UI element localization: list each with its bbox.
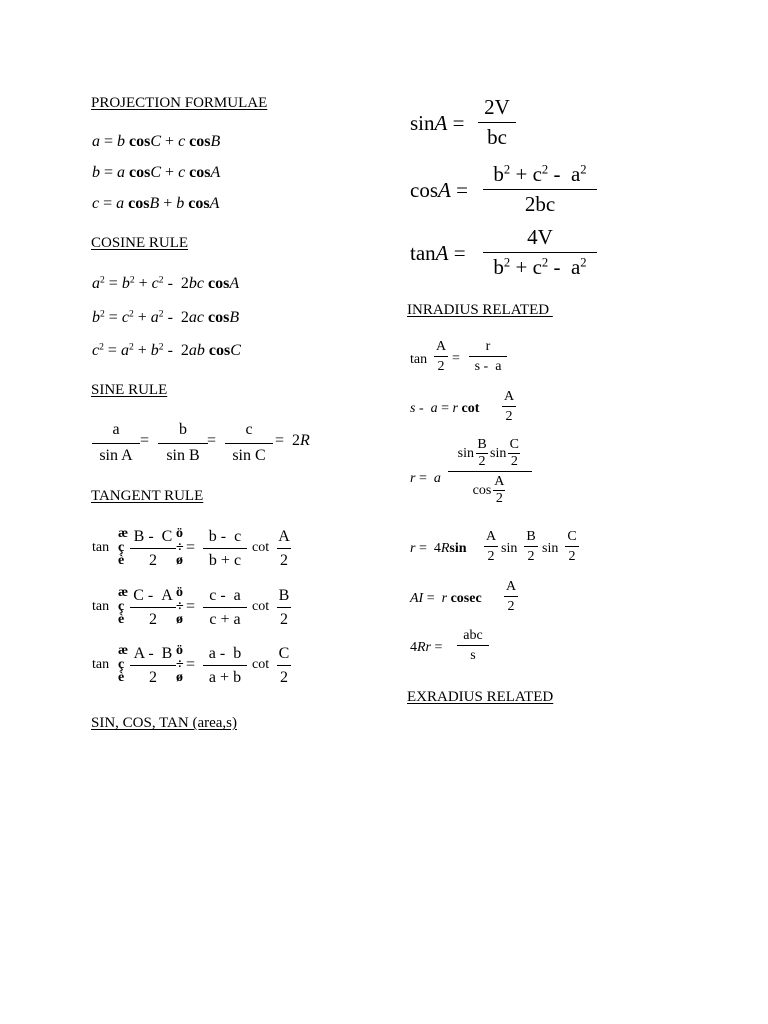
bracket-glyph: ç (118, 599, 125, 614)
cosine-rule-c: $c^2 = a^2 + b^2 - 2ab$ cosC (92, 341, 241, 359)
area-symbol: V (494, 95, 510, 119)
heading-sin-cos-tan-area: SIN, COS, TAN (area,s) (91, 715, 238, 731)
bracket-glyph: æ (118, 585, 129, 600)
bracket-glyph: ÷ (176, 599, 184, 614)
cosine-rule-a: $a^2 = b^2 + c^2 - 2bc$ cosA (92, 274, 240, 292)
bracket-glyph: ø (176, 670, 183, 685)
projection-formula-a: a = b cosC + c cosB (92, 133, 221, 150)
bracket-glyph: ö (176, 643, 183, 658)
bracket-glyph: ø (176, 612, 183, 627)
heading-exradius-related: EXRADIUS RELATED (407, 689, 554, 705)
heading-sine-rule: SINE RULE (91, 382, 168, 398)
bracket-glyph: æ (118, 643, 129, 658)
bracket-glyph: è (118, 670, 125, 685)
heading-tangent-rule: TANGENT RULE (91, 488, 204, 504)
area-symbol: V (537, 225, 553, 249)
projection-formula-b: b = a cosC + c cosA (92, 164, 221, 181)
formula-sheet-page: PROJECTION FORMULAE a = b cosC + c cosB b = a cosC + c cosA c = a cosB + b cosA COSINE RULE $a^2 = b^2 + c^2 - 2bc$ cosA $b^2 = c^2 + a^2 - 2ac$ cosB $c^2 = a^2 + b^2 - 2ab$ cosC SINE RULE a sin A = b sin B = c sin C = 2R TANGENT RULE tan æ ç è B - C 2 ö ÷ ø = b - c b + c cot A 2 tan æ ç è C - A 2 ö ÷ ø = c - a c + a cot B 2 tan æ ç è A - B 2 ö ÷ ø = a - b a + b cot C 2 SIN, COS, TAN (area,s) sinA = 2V bc cosA = $b^2 + c^2 - a^2$ 2bc tanA = 4V $b^2 + c^2 - a^2$ INRADIUS RELATED tan A 2 = r s - a s - a = r cot A 2 r = a sin B 2 sin C 2 cos A 2 r = 4Rsin A 2 sin B 2 sin C 2 AI = r cosec A 2 4Rr = abc s EXRADIUS RELATED (0, 0, 768, 1024)
heading-inradius-related: INRADIUS RELATED (407, 302, 553, 318)
heading-cosine-rule: COSINE RULE (91, 235, 189, 251)
heading-projection-formulae: PROJECTION FORMULAE (91, 95, 268, 111)
projection-formula-c: c = a cosB + b cosA (92, 195, 220, 212)
bracket-glyph: æ (118, 526, 129, 541)
bracket-glyph: è (118, 612, 125, 627)
bracket-glyph: ç (118, 657, 125, 672)
cosine-rule-b: $b^2 = c^2 + a^2 - 2ac$ cosB (92, 308, 240, 326)
bracket-glyph: ç (118, 540, 125, 555)
bracket-glyph: ÷ (176, 657, 184, 672)
bracket-glyph: è (118, 553, 125, 568)
bracket-glyph: ö (176, 585, 183, 600)
bracket-glyph: ÷ (176, 540, 184, 555)
bracket-glyph: ø (176, 553, 183, 568)
bracket-glyph: ö (176, 526, 183, 541)
